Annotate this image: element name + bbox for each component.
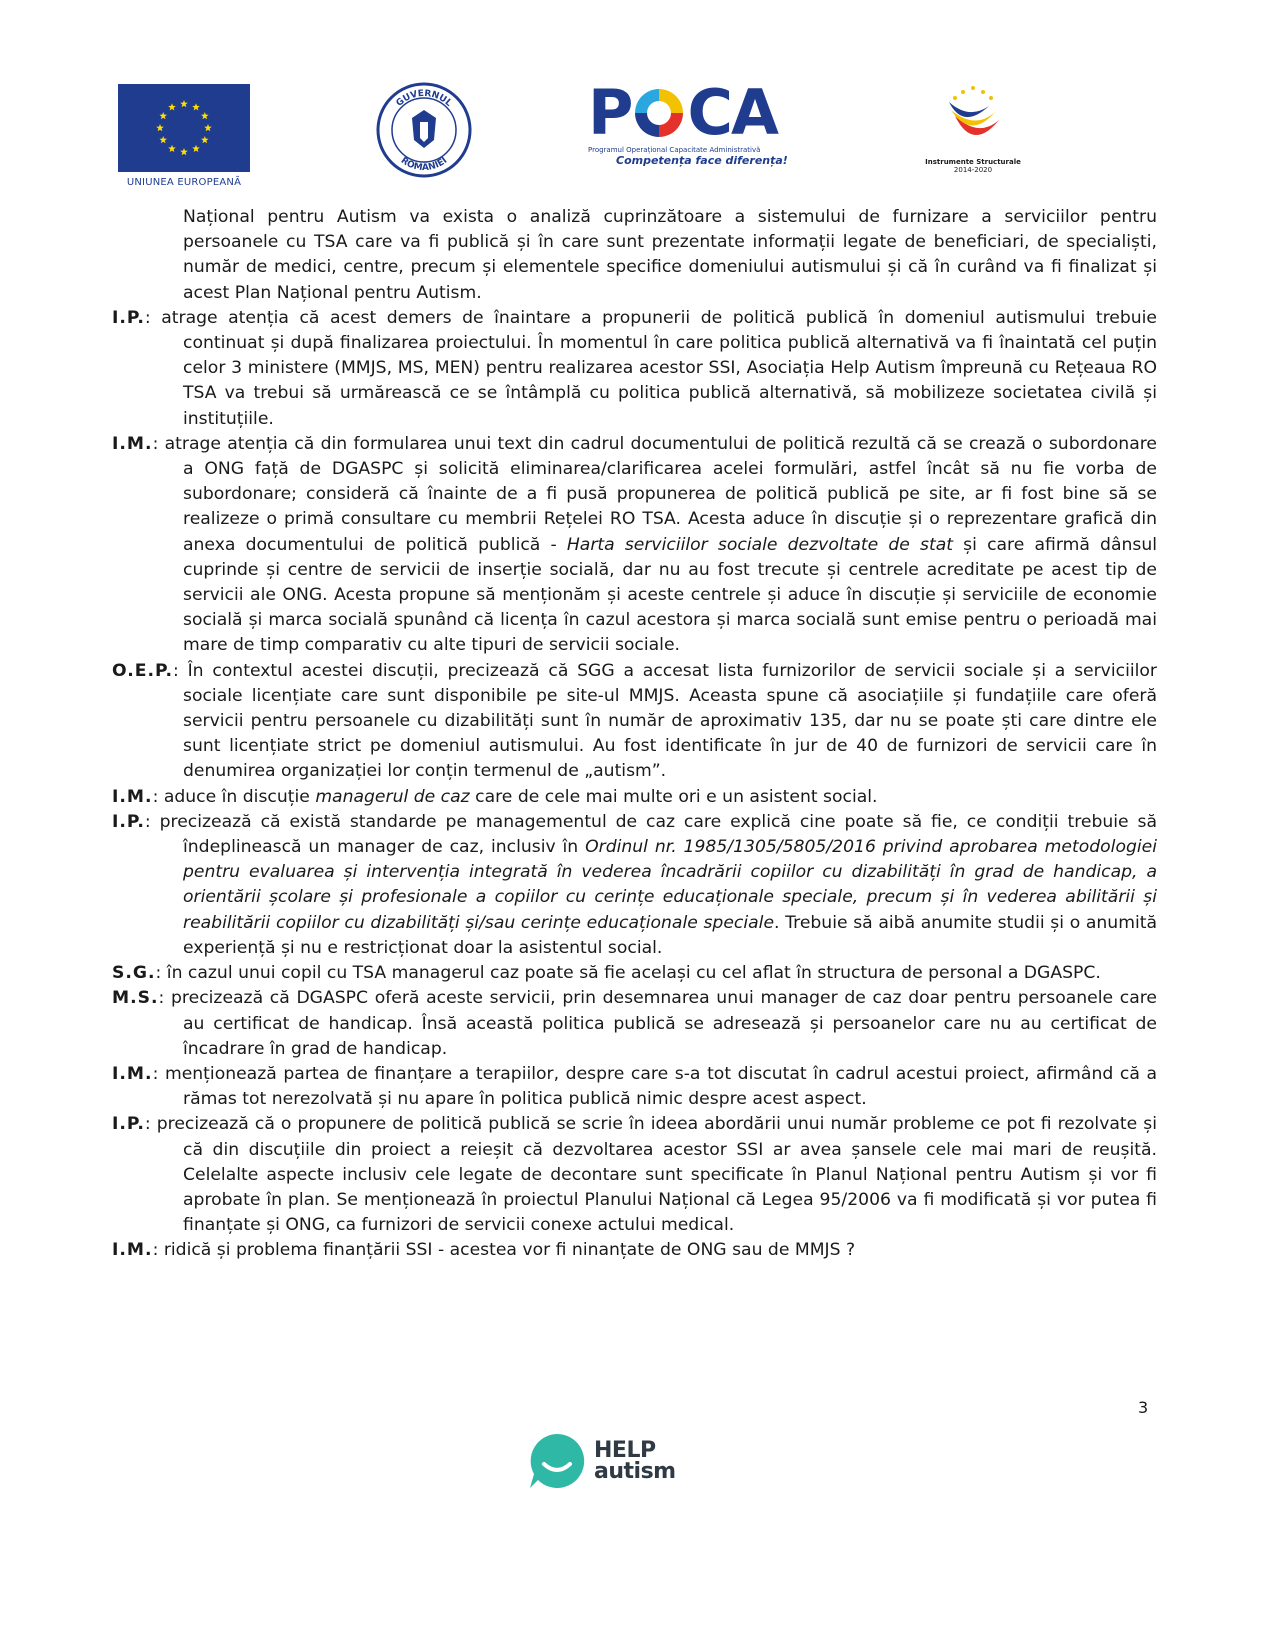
- paragraph-text: : precizează că există standarde pe managementul de caz care explică cine poate să fie, ce condiții trebuie să îndeplinească un manager de caz, inclusiv în: [144, 811, 1157, 858]
- autism-word: autism: [594, 1459, 676, 1484]
- speaker-paragraph: [112, 1112, 1157, 1238]
- speaker-paragraph: [112, 306, 1157, 432]
- speaker-initials: I.M.: [112, 1063, 153, 1084]
- paragraph-text: care de cele mai multe ori e un asistent social.: [469, 786, 878, 807]
- eu-star-icon: [159, 136, 167, 143]
- eu-star-icon: [156, 124, 164, 131]
- paragraph-text: . Trebuie să aibă anumite studii și o anumită experiență și nu e restricționat doar la asistentul social.: [183, 912, 1157, 958]
- speaker-paragraph: [112, 986, 1157, 1062]
- speaker-paragraph: [112, 1062, 1157, 1112]
- poca-logo: [588, 78, 828, 167]
- eu-star-icon: [168, 103, 176, 110]
- speaker-paragraph: [112, 432, 1157, 659]
- page-number: 3: [1138, 1398, 1149, 1417]
- poca-o-icon: [633, 87, 685, 139]
- government-seal-logo: [376, 82, 472, 182]
- eu-star-icon: [180, 148, 188, 155]
- eu-caption: UNIUNEA EUROPEANĂ: [126, 177, 242, 188]
- paragraph-text: : În contextul acestei discuții, precizează că SGG a accesat lista furnizorilor de servicii sociale și a serviciilor sociale licențiate care sunt disponibile pe site-ul MMJS. Aceasta spune că asociațiile și fundațiile care oferă servicii pentru persoanele cu dizabilități sunt în număr de aproximativ 135, dar nu se poate ști care dintre ele sunt licențiate strict pe domeniul autismului. Au fost identificate în jur de 40 de furnizori de servicii care în denumirea organizației lor conțin termenul de „autism”.: [173, 660, 1157, 782]
- paragraph-text: : în cazul unui copil cu TSA managerul caz poate să fie același cu cel aflat în structura de personal a DGASPC.: [155, 963, 1101, 984]
- paragraph-text: : atrage atenția că din formularea unui text din cadrul documentului de politică rezultă că se crează o subordonare a ONG față de DGASPC și solicită eliminarea/clarificarea acelei formulări, astfel încât să nu fie vorba de subordonare; consideră că înainte de a fi pusă propunerea de politică publică pe site, ar fi fost bine să se realizeze o primă consultare cu membrii Rețelei RO TSA. Acesta aduce în discuție și o reprezentare grafică din anexa documentului de politică publică -: [152, 433, 1157, 555]
- eu-star-icon: [192, 103, 200, 110]
- structural-instruments-icon: [933, 80, 1013, 154]
- continued-paragraph: [112, 205, 1157, 306]
- speaker-initials: M.S.: [112, 988, 159, 1009]
- poca-right: CA: [687, 76, 777, 149]
- eu-star-icon: [192, 145, 200, 152]
- poca-subtitle: Programul Operațional Capacitate Administrativă: [588, 146, 761, 154]
- structural-instruments-logo: [918, 80, 1028, 174]
- government-seal-icon: [376, 82, 472, 178]
- help-autism-wordmark: [594, 1440, 676, 1482]
- header-logos: [118, 78, 1038, 188]
- paragraph-text: : aduce în discuție: [152, 786, 316, 807]
- is-years: 2014-2020: [953, 166, 993, 174]
- speaker-initials: S.G.: [112, 963, 156, 984]
- paragraph-text: : atrage atenția că acest demers de înaintare a propunerii de politică publică în domeniul autismului trebuie continuat și după finalizarea proiectului. În momentul în care politica publică alternativă va fi înaintată cel puțin celor 3 ministere (MMJS, MS, MEN) pentru realizarea acestor SSI, Asociația Help Autism împreună cu Rețeaua RO TSA va trebui să urmărească ce se întâmplă cu politica publică alternativă, să mobilizeze societatea civilă și instituțiile.: [144, 307, 1157, 429]
- speaker-initials: I.M.: [112, 1240, 153, 1261]
- eu-star-icon: [201, 136, 209, 143]
- help-autism-logo: [526, 1430, 676, 1492]
- eu-star-icon: [201, 112, 209, 119]
- italic-citation: Harta serviciilor sociale dezvoltate de stat: [566, 534, 953, 555]
- eu-logo: [118, 84, 250, 188]
- eu-star-icon: [204, 124, 212, 131]
- paragraph-text: : precizează că DGASPC oferă aceste servicii, prin desemnarea unui manager de caz doar pentru persoanele care au certificat de handicap. Însă această politica publică se adresează și persoanelor care nu au certificat de încadrare în grad de handicap.: [158, 988, 1157, 1059]
- italic-citation: managerul de caz: [315, 786, 470, 807]
- speaker-initials: I.M.: [112, 433, 153, 454]
- speaker-paragraph: [112, 1238, 1157, 1263]
- gov-bottom-text: ROMÂNIEI: [398, 155, 450, 174]
- speaker-paragraph: [112, 659, 1157, 785]
- poca-wordmark: [588, 78, 828, 148]
- speaker-paragraph: [112, 810, 1157, 961]
- eu-star-icon: [180, 100, 188, 107]
- eu-star-icon: [168, 145, 176, 152]
- eu-star-icon: [159, 112, 167, 119]
- gov-top-text: GUVERNUL: [394, 88, 454, 109]
- speaker-paragraph: [112, 961, 1157, 986]
- speech-bubble-icon: [526, 1430, 588, 1492]
- is-caption: Instrumente Structurale: [925, 158, 1021, 166]
- poca-left: P: [588, 76, 632, 149]
- speaker-initials: I.P.: [112, 811, 145, 832]
- eu-flag-icon: [118, 84, 250, 172]
- speaker-initials: O.E.P.: [112, 660, 174, 681]
- paragraph-text: Național pentru Autism va exista o analiză cuprinzătoare a sistemului de furnizare a serviciilor pentru persoanele cu TSA care va fi publică și în care sunt prezentate informații legate de beneficiari, de specialiști, număr de medici, centre, precum și elementele specifice domeniului autismului și că în curând va fi finalizat și acest Plan Național pentru Autism.: [183, 207, 1157, 303]
- speaker-initials: I.M.: [112, 786, 153, 807]
- paragraph-text: și care afirmă dânsul cuprinde și centre de servicii de inserție socială, dar nu au fost trecute și centrele acreditate pe acest tip de servicii ale ONG. Acesta propune să menționăm și aceste centrele și aduce în discuție și serviciile de economie socială și marca socială spunând că licența în cazul acestora și marca socială sunt emise pentru o perioadă mai mare de timp comparativ cu alte tipuri de servicii sociale.: [183, 534, 1158, 656]
- document-body: [112, 205, 1157, 1264]
- speaker-initials: I.P.: [112, 1114, 145, 1135]
- eu-stars-icon: [154, 98, 214, 158]
- italic-citation: Ordinul nr. 1985/1305/5805/2016 privind aprobarea metodologiei pentru evaluarea și intervenția integrată în vederea încadrării copiilor cu dizabilități în grad de handicap, a orientării școlare și profesionale a copiilor cu cerințe educaționale speciale, precum și în vederea abilitării și reabilitării copiilor cu dizabilități și/sau cerințe educaționale speciale: [183, 837, 1157, 933]
- speaker-initials: I.P.: [112, 307, 145, 328]
- paragraph-text: : menționează partea de finanțare a terapiilor, despre care s-a tot discutat în cadrul acestui proiect, afirmând că a rămas tot nerezolvată și nu apare în politica publică nimic despre acest aspect.: [152, 1063, 1157, 1110]
- paragraph-text: : precizează că o propunere de politică publică se scrie în ideea abordării unui număr probleme ce pot fi rezolvate și că din discuțiile din proiect a reieșit că dezvoltarea acestor SSI ar avea șansele cele mai mari de reușită. Celelalte aspecte inclusiv cele legate de decontare sunt specificate în Planul Național pentru Autism și vor fi aprobate în plan. Se menționează în proiectul Planului Național că Legea 95/2006 va fi modificată și vor putea fi finanțate și ONG, ca furnizori de servicii conexe actului medical.: [144, 1114, 1157, 1236]
- speaker-paragraph: [112, 785, 1157, 810]
- help-word: HELP: [594, 1438, 656, 1463]
- poca-slogan: Competența face diferența!: [616, 154, 788, 167]
- paragraph-text: : ridică și problema finanțării SSI - acestea vor fi ninanțate de ONG sau de MMJS ?: [152, 1240, 856, 1261]
